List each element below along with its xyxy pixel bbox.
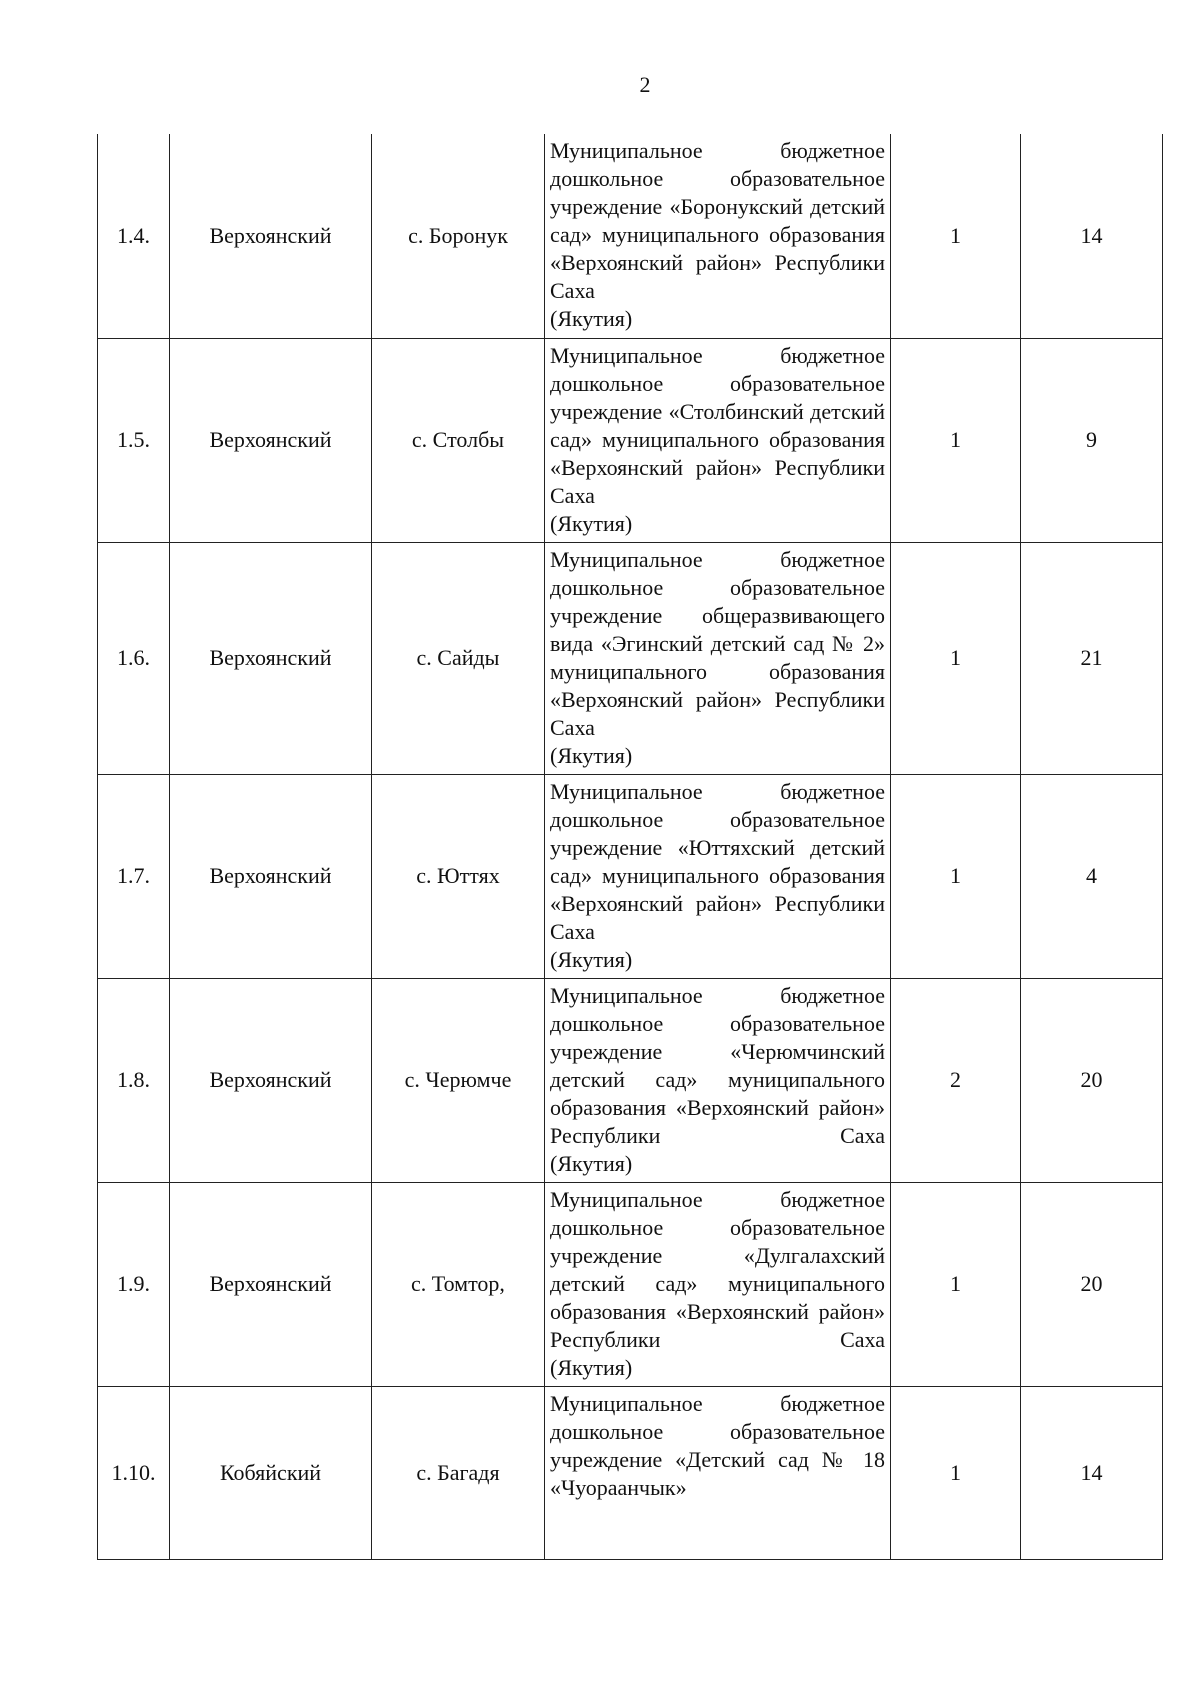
organization-cell: [545, 774, 891, 978]
settlement-cell: с. Сайды: [372, 542, 545, 774]
count-cell: 2: [891, 978, 1021, 1182]
places-cell: 20: [1021, 978, 1163, 1182]
row-number: 1.9.: [98, 1182, 170, 1386]
district-cell: Верхоянский: [170, 978, 372, 1182]
count-cell: 1: [891, 1386, 1021, 1559]
row-number: 1.8.: [98, 978, 170, 1182]
organization-name: Муниципальное бюджетное дошкольное образовательное учреждение «Черюмчинский детский сад» муниципального образования «Верхоянский район» Республики Саха: [550, 982, 885, 1148]
organization-name: Муниципальное бюджетное дошкольное образовательное учреждение общеразвивающего вида «Эгинский детский сад № 2» муниципального образования «Верхоянский район» Республики Саха: [550, 546, 885, 740]
count-cell: 1: [891, 774, 1021, 978]
settlement-cell: с. Багадя: [372, 1386, 545, 1559]
places-cell: 14: [1021, 1386, 1163, 1559]
table-row: [98, 134, 1163, 338]
settlement-cell: с. Томтор,: [372, 1182, 545, 1386]
district-cell: Верхоянский: [170, 774, 372, 978]
organization-name: Муниципальное бюджетное дошкольное образовательное учреждение «Детский сад № 18: [550, 1390, 885, 1472]
row-number: 1.10.: [98, 1386, 170, 1559]
table-row: [98, 338, 1163, 542]
count-cell: 1: [891, 542, 1021, 774]
count-cell: 1: [891, 1182, 1021, 1386]
organization-name: Муниципальное бюджетное дошкольное образовательное учреждение «Юттяхский детский сад» муниципального образования «Верхоянский район» Республики Саха: [550, 778, 885, 944]
organization-cell: [545, 978, 891, 1182]
organization-name-end: (Якутия): [550, 510, 633, 536]
places-cell: 14: [1021, 134, 1163, 338]
organization-name-end: «Чуораанчык»: [550, 1474, 687, 1500]
places-cell: 21: [1021, 542, 1163, 774]
row-number: 1.4.: [98, 134, 170, 338]
organization-name-end: (Якутия): [550, 946, 633, 972]
places-cell: 20: [1021, 1182, 1163, 1386]
table-row: [98, 774, 1163, 978]
table-row: [98, 978, 1163, 1182]
settlement-cell: с. Столбы: [372, 338, 545, 542]
district-cell: Верхоянский: [170, 338, 372, 542]
page-number: 2: [639, 72, 651, 97]
district-cell: Верхоянский: [170, 134, 372, 338]
organization-name-end: (Якутия): [550, 1354, 633, 1380]
organization-name-end: (Якутия): [550, 306, 633, 331]
count-cell: 1: [891, 338, 1021, 542]
places-cell: 4: [1021, 774, 1163, 978]
settlement-cell: с. Черюмче: [372, 978, 545, 1182]
organization-name: Муниципальное бюджетное дошкольное образовательное учреждение «Столбинский детский сад» муниципального образования «Верхоянский район» Республики Саха: [550, 342, 885, 508]
table-row: [98, 1386, 1163, 1559]
organization-cell: [545, 1386, 891, 1559]
places-cell: 9: [1021, 338, 1163, 542]
organization-cell: [545, 134, 891, 338]
kindergarten-table: [97, 134, 1163, 1560]
settlement-cell: с. Юттях: [372, 774, 545, 978]
count-cell: 1: [891, 134, 1021, 338]
organization-name-end: (Якутия): [550, 742, 633, 768]
organization-cell: [545, 1182, 891, 1386]
district-cell: Верхоянский: [170, 1182, 372, 1386]
organization-cell: [545, 338, 891, 542]
row-number: 1.6.: [98, 542, 170, 774]
organization-cell: [545, 542, 891, 774]
row-number: 1.7.: [98, 774, 170, 978]
row-number: 1.5.: [98, 338, 170, 542]
organization-name-end: (Якутия): [550, 1150, 633, 1176]
organization-name: Муниципальное бюджетное дошкольное образовательное учреждение «Боронукский детский сад» муниципального образования «Верхоянский район» Республики Саха: [550, 138, 885, 303]
district-cell: Кобяйский: [170, 1386, 372, 1559]
table-row: [98, 542, 1163, 774]
table-row: [98, 1182, 1163, 1386]
district-cell: Верхоянский: [170, 542, 372, 774]
organization-name: Муниципальное бюджетное дошкольное образовательное учреждение «Дулгалахский детский сад» муниципального образования «Верхоянский район» Республики Саха: [550, 1186, 885, 1352]
settlement-cell: с. Боронук: [372, 134, 545, 338]
